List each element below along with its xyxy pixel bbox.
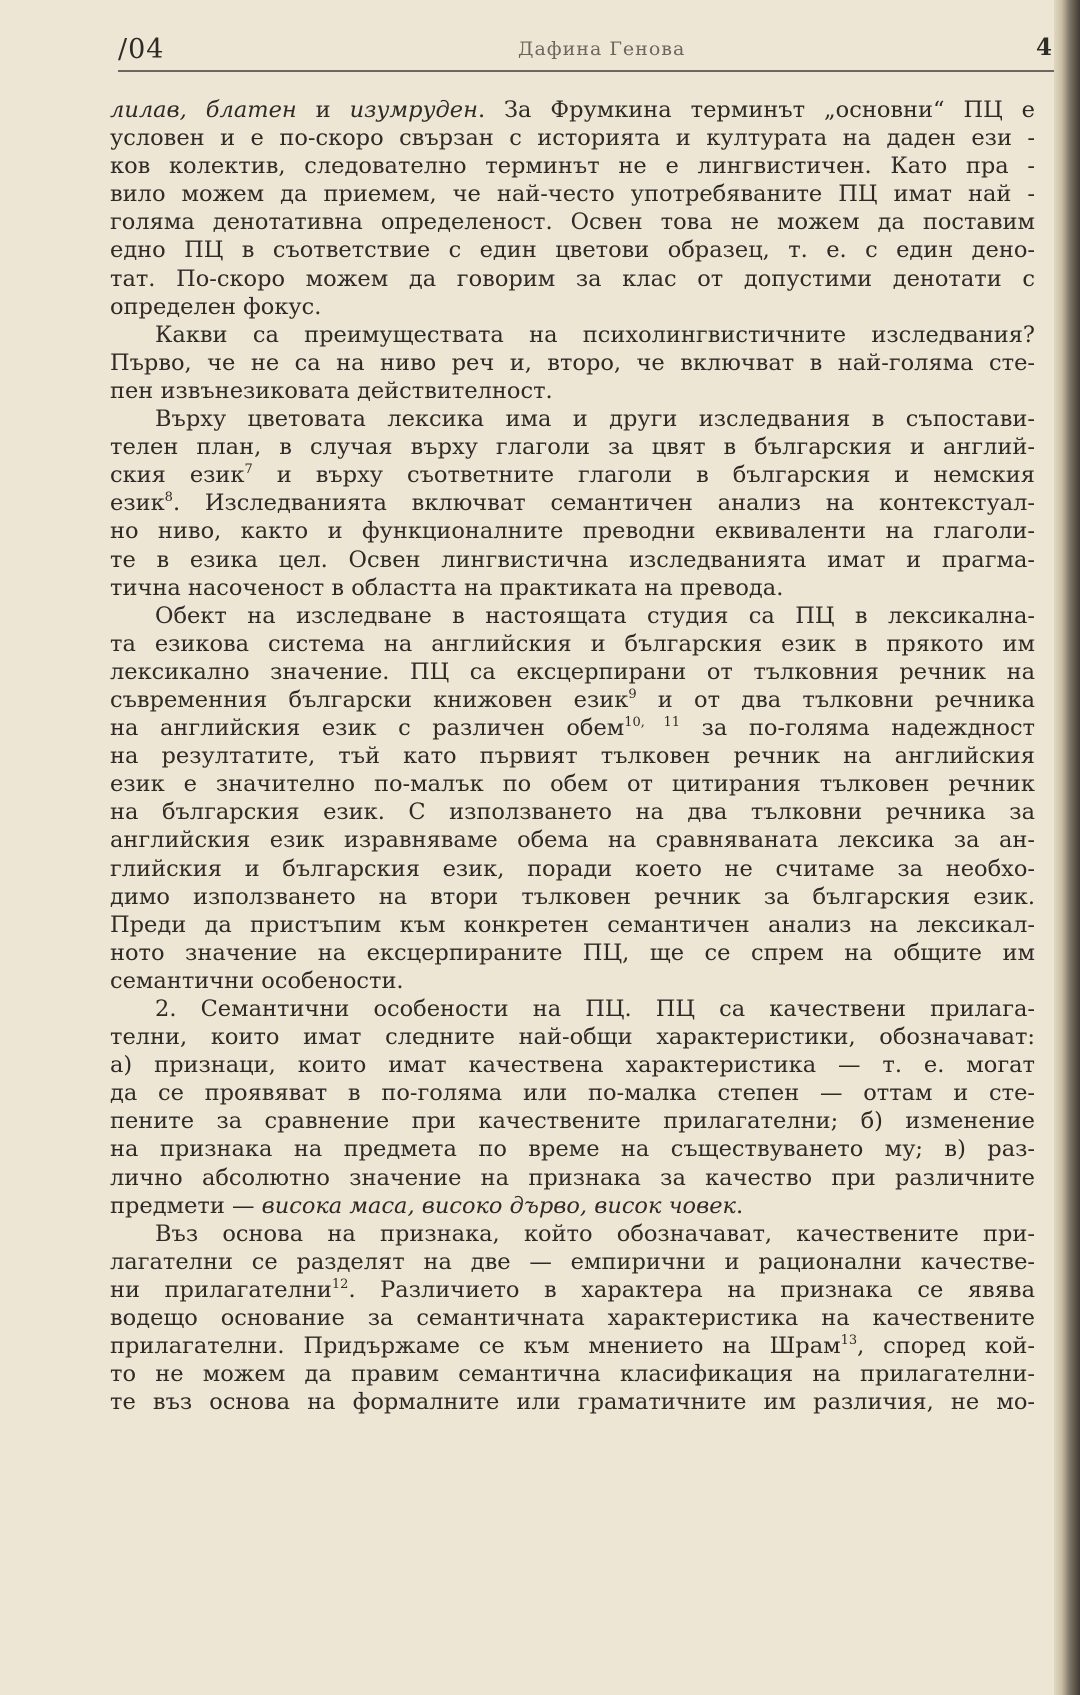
text-run: условен и е по-скоро свързан с историята и културата на даден ези -: [110, 125, 1035, 152]
footnote-ref: 8: [164, 490, 173, 506]
footnote-ref: 10, 11: [624, 715, 681, 731]
text-line: [110, 1248, 1035, 1276]
text-line: [110, 377, 1035, 405]
text-run: тична насоченост в областта на практиката на превода.: [110, 574, 784, 601]
text-run: едно ПЦ в съответствие с един цветови образец, т. е. с един дено-: [110, 237, 1035, 264]
text-line: [110, 546, 1035, 574]
text-run: те въз основа на формалните или граматичните им различия, не мо-: [110, 1389, 1035, 1416]
text-run: английския език изравняваме обема на сравняваната лексика за ан-: [110, 827, 1035, 854]
text-line: [110, 911, 1035, 939]
text-line: [110, 883, 1035, 911]
text-line: [110, 180, 1035, 208]
text-run: Преди да пристъпим към конкретен семантичен анализ на лексикал-: [110, 911, 1035, 938]
text-line: [110, 265, 1035, 293]
text-line: [110, 714, 1035, 742]
text-line: [110, 321, 1035, 349]
page-header: [118, 34, 1058, 74]
text-line: [110, 349, 1035, 377]
text-line: [110, 967, 1035, 995]
footnote-ref: 13: [840, 1333, 858, 1349]
text-run: ков колектив, следователно терминът не е лингвистичен. Като пра -: [110, 153, 1035, 180]
text-line: [110, 630, 1035, 658]
italic-example: изумруден: [349, 97, 478, 123]
text-line: [110, 1079, 1035, 1107]
text-run: то не можем да правим семантична класификация на прилагателни-: [110, 1361, 1035, 1388]
text-run: . Различието в характера на признака се явява: [348, 1276, 1035, 1303]
text-line: [110, 1220, 1035, 1248]
text-run: а) признаци, които имат качествена характеристика — т. е. могат: [110, 1052, 1035, 1079]
text-line: [110, 461, 1035, 489]
text-run: предмети —: [110, 1192, 262, 1219]
text-line: [110, 742, 1035, 770]
text-run: пен извънезиковата действителност.: [110, 377, 553, 404]
text-line: [110, 995, 1035, 1023]
text-line: [110, 798, 1035, 826]
text-line: [110, 855, 1035, 883]
text-run: семантични особености.: [110, 967, 404, 994]
text-run: ното значение на ексцерпираните ПЦ, ще се спрем на общите им: [110, 939, 1035, 966]
text-line: [110, 236, 1035, 264]
text-line: [110, 1192, 1035, 1220]
text-line: [110, 1276, 1035, 1304]
text-line: [110, 1051, 1035, 1079]
text-run: тат. По-скоро можем да говорим за клас от допустими денотати с: [110, 265, 1035, 292]
text-run: та езикова система на английския и българския език в прякото им: [110, 630, 1035, 657]
italic-example: висока маса, високо дърво, висок човек: [261, 1192, 736, 1219]
text-run: . Изследванията включват семантичен анализ на контекстуал-: [172, 490, 1035, 517]
text-run: на признака на предмета по време на съществуването му; в) раз-: [110, 1136, 1035, 1163]
text-run: водещо основание за семантичната характеристика на качествените: [110, 1305, 1035, 1332]
text-run: голяма денотативна определеност. Освен това не можем да поставим: [110, 209, 1035, 236]
text-run: Първо, че не са на ниво реч и, второ, че включват в най-голяма сте-: [110, 349, 1035, 376]
text-line: [110, 1023, 1035, 1051]
text-run: на българския език. С използването на два тълковни речника за: [110, 799, 1035, 826]
text-line: [110, 939, 1035, 967]
text-run: Какви са преимуществата на психолингвистичните изследвания?: [155, 321, 1035, 348]
text-line: [110, 826, 1035, 854]
text-run: глийския и българския език, поради което не считаме за необхо-: [110, 855, 1035, 882]
text-line: [110, 152, 1035, 180]
text-line: [110, 770, 1035, 798]
text-line: [110, 124, 1035, 152]
text-run: и от два тълковни речника: [636, 686, 1035, 713]
text-run: език: [110, 490, 165, 517]
body-text: [110, 96, 1035, 1416]
page-binding-edge: [1054, 0, 1080, 1695]
header-rule: [118, 70, 1054, 72]
text-run: на резултатите, тъй като първият тълковен речник на английския: [110, 743, 1035, 770]
italic-example: лилав, блатен: [110, 97, 297, 123]
footnote-ref: 12: [331, 1276, 349, 1292]
text-run: и: [296, 97, 350, 123]
text-line: [110, 405, 1035, 433]
text-line: [110, 1107, 1035, 1135]
text-line: [110, 517, 1035, 545]
text-run: 2. Семантични особености на ПЦ. ПЦ са качествени прилага-: [155, 996, 1035, 1022]
text-run: те в езика цел. Освен лингвистична изследванията имат и прагма-: [110, 546, 1035, 573]
text-run: вило можем да приемем, че най-често употребяваните ПЦ имат най -: [110, 181, 1035, 208]
text-run: ни прилагателни: [110, 1276, 332, 1303]
text-run: съвременния български книжовен език: [110, 686, 629, 713]
text-run: телни, които имат следните най-общи характеристики, обозначават:: [110, 1024, 1035, 1051]
footnote-ref: 9: [628, 686, 637, 702]
text-line: [110, 1388, 1035, 1416]
text-run: лексикално значение. ПЦ са ексцерпирани от тълковния речник на: [110, 658, 1035, 685]
text-line: [110, 602, 1035, 630]
text-line: [110, 1135, 1035, 1163]
corner-mark: 4: [1036, 34, 1053, 61]
footnote-ref: 7: [244, 462, 253, 478]
text-run: и върху съответните глаголи в българския и немския: [252, 462, 1035, 489]
text-run: . За Фрумкина терминът „основни“ ПЦ е: [477, 97, 1035, 123]
page-number: /04: [118, 34, 165, 65]
text-line: [110, 489, 1035, 517]
text-run: Обект на изследване в настоящата студия са ПЦ в лексикална-: [155, 602, 1035, 629]
text-run: , според кой-: [857, 1333, 1035, 1360]
text-run: но ниво, както и функционалните преводни еквиваленти на глаголи-: [110, 518, 1035, 545]
text-line: [110, 208, 1035, 236]
text-run: да се проявяват в по-голяма или по-малка степен — оттам и сте-: [110, 1080, 1035, 1107]
text-run: език е значително по-малък по обем от цитирания тълковен речник: [110, 771, 1035, 798]
text-line: [110, 1164, 1035, 1192]
text-line: [110, 1304, 1035, 1332]
text-line: [110, 293, 1035, 321]
text-line: [110, 96, 1035, 124]
text-run: пените за сравнение при качествените прилагателни; б) изменение: [110, 1108, 1035, 1135]
text-run: ския език: [110, 462, 245, 489]
text-run: определен фокус.: [110, 293, 322, 320]
text-run: димо използването на втори тълковен речник за българския език.: [110, 883, 1035, 910]
text-run: телен план, в случая върху глаголи за цвят в българския и англий-: [110, 434, 1035, 461]
text-line: [110, 1360, 1035, 1388]
text-run: лагателни се разделят на две — емпирични и рационални качестве-: [110, 1248, 1035, 1275]
text-run: Въз основа на признака, който обозначават, качествените при-: [155, 1220, 1035, 1247]
text-line: [110, 1332, 1035, 1360]
text-run: Върху цветовата лексика има и други изследвания в съпостави-: [155, 406, 1035, 433]
text-run: за по-голяма надеждност: [680, 715, 1035, 742]
text-run: на английския език с различен обем: [110, 715, 625, 742]
running-head: Дафина Генова: [518, 38, 686, 60]
text-run: прилагателни. Придържаме се към мнението на Шрам: [110, 1333, 841, 1360]
text-line: [110, 433, 1035, 461]
text-line: [110, 658, 1035, 686]
text-run: .: [735, 1192, 744, 1219]
text-line: [110, 686, 1035, 714]
text-run: лично абсолютно значение на признака за качество при различните: [110, 1164, 1035, 1191]
text-line: [110, 574, 1035, 602]
